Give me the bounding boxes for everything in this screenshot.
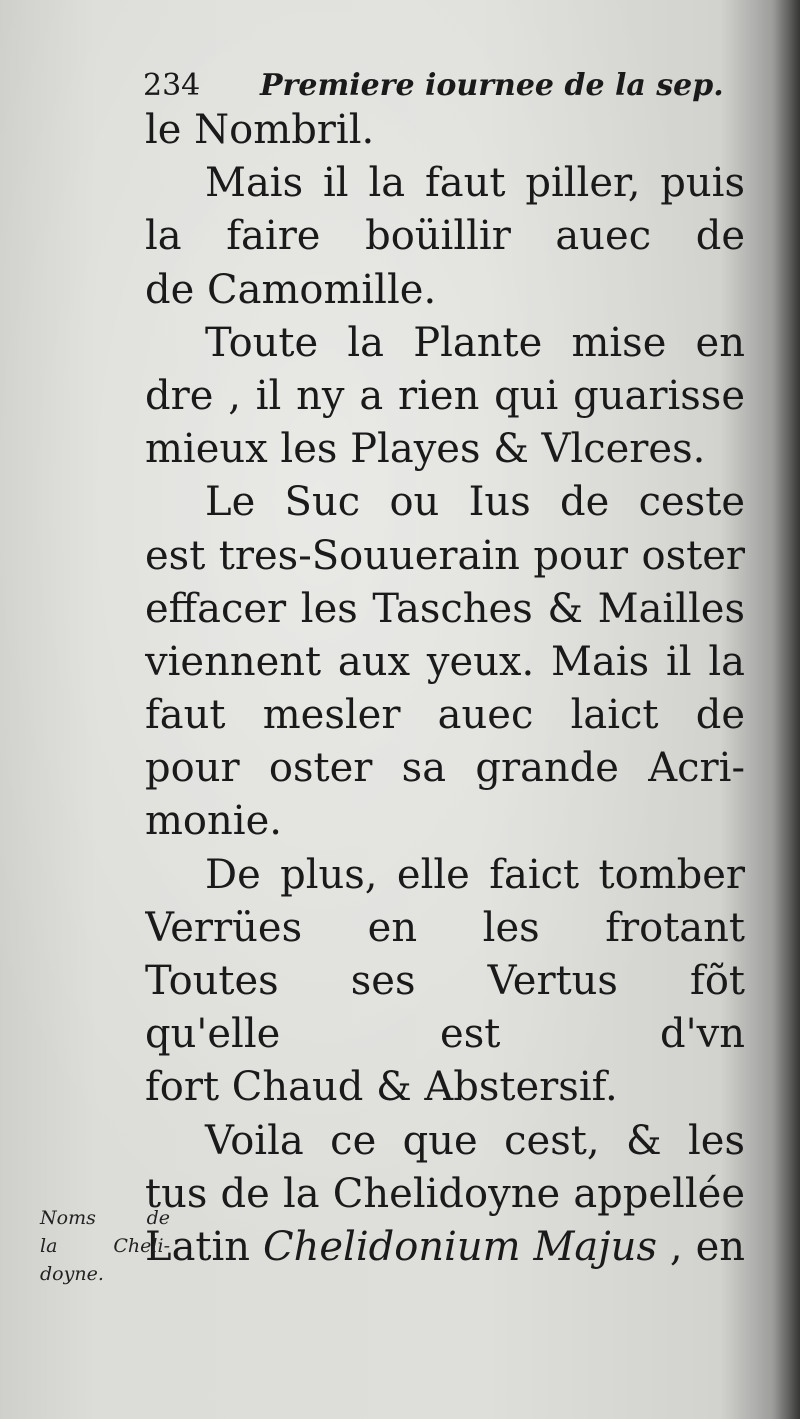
text-line: viennent aux yeux. Mais il la: [145, 638, 745, 685]
text-line: Toutes ses Vertus fõt: [145, 958, 745, 1004]
body-text: [145, 104, 745, 1274]
text-line: Toute la Plante mise en: [205, 319, 745, 366]
text-line: dre , il ny a rien qui guarisse: [145, 372, 745, 419]
margin-note-line: Noms de: [40, 1207, 170, 1229]
margin-note: [40, 1204, 170, 1288]
text-line: Mais il la faut piller, puis: [205, 160, 745, 207]
text-line: fort Chaud & Abstersif.: [145, 1064, 618, 1111]
text-line: effacer les Tasches & Mailles: [145, 585, 745, 632]
text-line: faut mesler auec laict de: [145, 692, 745, 739]
latin-suffix: , en: [656, 1223, 745, 1270]
text-line: est tres-Souuerain pour oster: [145, 532, 745, 579]
text-line: de Camomille.: [145, 266, 437, 313]
text-line: mieux les Playes & Vlceres.: [145, 426, 706, 473]
text-line: Le Suc ou Ius de ceste: [205, 479, 745, 526]
text-line: qu'elle est d'vn: [145, 1011, 745, 1058]
page-edge-shadow: [772, 0, 800, 1419]
margin-note-line: doyne.: [40, 1263, 104, 1285]
latin-name: Chelidonium Majus: [262, 1223, 657, 1270]
text-line: monie.: [145, 798, 282, 845]
text-line: Voila ce que cest, & les: [205, 1117, 745, 1164]
latin-prefix: Latin: [145, 1223, 263, 1270]
running-title: Premiere iournee de la sep.: [260, 68, 724, 103]
text-line-latin: [145, 1221, 745, 1274]
text-line: la faire boüillir auec de: [145, 213, 745, 260]
text-line: tus de la Chelidoyne appellée: [145, 1170, 745, 1217]
text-line: pour oster sa grande Acri-: [145, 745, 745, 792]
text-line: De plus, elle faict tomber: [205, 851, 745, 898]
margin-note-line: la Cheli-: [40, 1235, 170, 1257]
text-line: le Nombril.: [145, 107, 375, 153]
page-number: 234: [143, 68, 201, 103]
text-line: Verrües en les frotant: [145, 904, 745, 951]
running-head: [143, 66, 724, 106]
